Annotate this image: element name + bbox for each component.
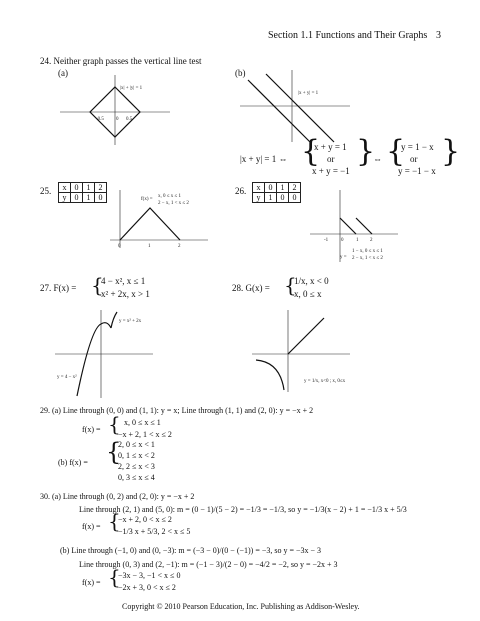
p30-a-case1: −x + 2, 0 < x ≤ 2 (118, 515, 172, 524)
p29-b-case2: 0, 1 ≤ x < 2 (118, 451, 155, 460)
table-cell: x (59, 183, 71, 193)
p30-b-f: f(x) = (82, 578, 101, 587)
p28-brace: { (284, 273, 297, 297)
p30-a2: Line through (2, 1) and (5, 0): m = (0 − 1)/(5 − 2) = −1/3 = −1/3, so y = −1/3(x − 2) + 1 = −1/3 x + 5/3 (79, 505, 407, 514)
table-cell: 2 (95, 183, 107, 193)
p29-a-f: f(x) = (82, 425, 101, 434)
p25-func-lhs: f(x) = (141, 197, 153, 202)
p24a-curve-label: |x| + |y| = 1 (120, 86, 143, 91)
p28-curve-label: y = 1/x, x<0 ; x, 0≤x (304, 379, 346, 384)
p29-b-case4: 0, 3 ≤ x ≤ 4 (118, 473, 155, 482)
p30-b2: Line through (0, 3) and (2, −1): m = (−1 − 3)/(2 − 0) = −4/2 = −2, so y = −2x + 3 (79, 560, 338, 569)
p26-func-lhs: y = (340, 255, 347, 260)
p24a-tick-0: 0 (116, 117, 119, 122)
table-cell: 0 (71, 193, 83, 203)
table-cell: 0 (289, 193, 301, 203)
p30-b-brace: { (108, 565, 121, 589)
p27-lead: 27. F(x) = (40, 283, 77, 293)
graph-24a (60, 75, 170, 145)
p24a-tick-pos: 0.5 (126, 117, 133, 122)
p29-b-f: (b) f(x) = (58, 458, 88, 467)
p28-lead: 28. G(x) = (232, 283, 270, 293)
table-cell: 0 (71, 183, 83, 193)
p24a-tick-neg: -0.5 (96, 117, 104, 122)
page-number: 3 (436, 30, 441, 41)
p29-b-case1: 2, 0 ≤ x < 1 (118, 440, 155, 449)
p25-func-case2: 2 − x, 1 < x ≤ 2 (158, 201, 189, 206)
p24-arrow: ⇔ (373, 154, 382, 164)
p28-case1: 1/x, x < 0 (294, 276, 329, 286)
p25-number: 25. (40, 186, 52, 196)
p24-brace-2: { (386, 134, 406, 169)
p24-case1-a: x + y = 1 (314, 142, 347, 152)
p24-brace-1: { (301, 134, 321, 169)
p26-func-case1: 1 − x, 0 ≤ x ≤ 1 (352, 249, 383, 254)
p26-tick-1: 1 (356, 238, 359, 243)
p25-tick-1: 1 (148, 244, 151, 249)
p29-a-text: 29. (a) Line through (0, 0) and (1, 1): y = x; Line through (1, 1) and (2, 0): y = −x + 2 (40, 406, 314, 415)
p25-table (58, 182, 107, 203)
p24-stem: 24. Neither graph passes the vertical line test (40, 56, 202, 66)
p29-a-case2: −x + 2, 1 < x ≤ 2 (118, 430, 172, 439)
p26-func-case2: 2 − x, 1 < x ≤ 2 (352, 256, 383, 261)
table-cell: 1 (83, 183, 95, 193)
section-header: Section 1.1 Functions and Their Graphs (268, 30, 428, 41)
p24-brace-2-close: } (441, 134, 461, 169)
p30-a-case2: −1/3 x + 5/3, 2 < x ≤ 5 (118, 527, 191, 536)
p24-case2-or: or (410, 154, 418, 164)
table-cell: 0 (95, 193, 107, 203)
p27-brace: { (91, 273, 104, 297)
p30-a-f: f(x) = (82, 522, 101, 531)
p29-b-case3: 2, 2 ≤ x < 3 (118, 462, 155, 471)
copyright-footer: Copyright © 2010 Pearson Education, Inc. Publishing as Addison-Wesley. (122, 602, 360, 611)
graph-24b (240, 70, 350, 142)
p24-eq-lhs: |x + y| = 1 ⇔ (240, 154, 288, 164)
p30-b1: (b) Line through (−1, 0) and (0, −3): m = (−3 − 0)/(0 − (−1)) = −3, so y = −3x − 3 (60, 546, 321, 555)
graph-26 (310, 190, 400, 262)
table-cell: 0 (277, 193, 289, 203)
p25-tick-0: 0 (118, 244, 121, 249)
p26-table (252, 182, 301, 203)
p26-tick-0: 0 (341, 238, 344, 243)
p24-case1-b: x + y = −1 (312, 166, 350, 176)
table-cell: x (253, 183, 265, 193)
p26-tick-neg1: -1 (324, 238, 329, 243)
p27-case1: 4 − x², x ≤ 1 (101, 276, 146, 286)
p28-case2: x, 0 ≤ x (294, 289, 322, 299)
p30-a-brace: { (108, 509, 121, 533)
table-cell: 1 (265, 193, 277, 203)
table-cell: 0 (265, 183, 277, 193)
graph-25 (110, 190, 210, 250)
p27-case2: x² + 2x, x > 1 (101, 289, 150, 299)
p24-case2-b: y = −1 − x (398, 166, 436, 176)
p24-case1-or: or (327, 154, 335, 164)
table-cell: 2 (289, 183, 301, 193)
p25-func-case1: x, 0 ≤ x ≤ 1 (158, 194, 181, 199)
p25-tick-2: 2 (178, 244, 181, 249)
table-cell: y (59, 193, 71, 203)
p27-curve-label-2: y = 4 − x² (57, 375, 77, 380)
graph-27 (55, 310, 155, 398)
p30-b-case1: −3x − 3, −1 < x ≤ 0 (118, 571, 181, 580)
p30-a1: 30. (a) Line through (0, 2) and (2, 0): y = −x + 2 (40, 492, 195, 501)
p24-case2-a: y = 1 − x (401, 142, 434, 152)
p29-b-brace: { (106, 438, 122, 466)
table-cell: 1 (277, 183, 289, 193)
table-cell: y (253, 193, 265, 203)
graph-28 (252, 310, 352, 392)
p26-number: 26. (235, 186, 247, 196)
p30-b-case2: −2x + 3, 0 < x ≤ 2 (118, 583, 176, 592)
table-cell: 1 (83, 193, 95, 203)
p26-tick-2: 2 (370, 238, 373, 243)
p24b-curve-label: |x + y| = 1 (298, 91, 319, 96)
p27-curve-label-1: y = x² + 2x (119, 319, 142, 324)
p29-a-case1: x, 0 ≤ x ≤ 1 (124, 418, 161, 427)
p24-a-label: (a) (58, 68, 68, 78)
p24-b-label: (b) (235, 68, 246, 78)
p24-brace-1-close: } (356, 134, 376, 169)
p29-a-brace: { (108, 412, 121, 436)
